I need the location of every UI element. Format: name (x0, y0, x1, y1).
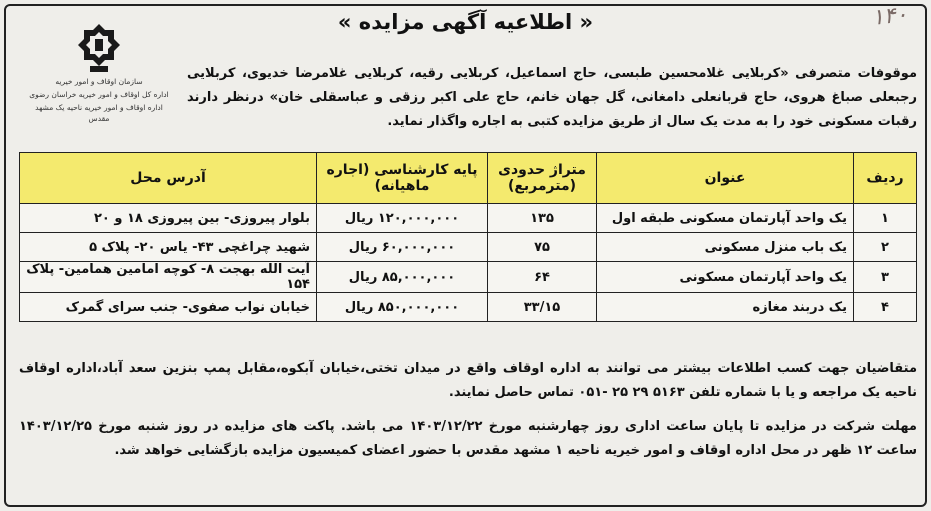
header-index: ردیف (854, 153, 917, 204)
footer-text (19, 357, 917, 463)
org-name-line2: اداره کل اوقاف و امور خیریه خراسان رضوی (29, 90, 169, 99)
row-address: خیابان نواب صفوی- جنب سرای گمرک (20, 293, 317, 322)
row-title: یک واحد آپارتمان مسکونی (597, 262, 854, 293)
row-area: ۳۳/۱۵ (488, 293, 597, 322)
row-index: ۲ (854, 233, 917, 262)
organization-logo (24, 22, 174, 132)
table-row (20, 204, 917, 233)
row-title: یک باب منزل مسکونی (597, 233, 854, 262)
table-header-row (20, 153, 917, 204)
table-row (20, 293, 917, 322)
row-index: ۴ (854, 293, 917, 322)
page-title: « اطلاعیه آگهی مزایده » (337, 10, 594, 34)
contact-paragraph: متقاضیان جهت کسب اطلاعات بیشتر می توانند به اداره اوقاف واقع در میدان تختی،خیابان آبکوه،مقابل پمپ بنزین سعد آباد،اداره اوقاف ناحیه یک مراجعه و یا با شماره تلفن ۵۱۶۳ ۲۹ ۲۵ -۰۵۱ تماس حاصل نمایند. (19, 361, 917, 400)
handwritten-note: ۱۴۰ (870, 2, 909, 31)
row-index: ۳ (854, 262, 917, 293)
row-index: ۱ (854, 204, 917, 233)
row-address: بلوار پیروزی- بین پیروزی ۱۸ و ۲۰ (20, 204, 317, 233)
row-title: یک دربند مغازه (597, 293, 854, 322)
header-address: آدرس محل (20, 153, 317, 204)
intro-paragraph: موقوفات متصرفی «کربلایی غلامحسین طبسی، حاج اسماعیل، کربلایی رقیه، کربلایی غلامرضا خدیوی، کربلایی رجبعلی صباغ هروی، حاج قربانعلی دامغانی، گل جهان خانم، حاج علی اکبر رزقی و عباسقلی خان» درنظر دارند رقبات مسکونی خود را به مدت یک سال از طریق مزایده کتبی به اجاره واگذار نماید. (187, 66, 917, 129)
deadline-paragraph: مهلت شرکت در مزایده تا پایان ساعت اداری روز چهارشنبه مورخ ۱۴۰۳/۱۲/۲۲ می باشد. پاکت های مزایده در روز شنبه مورخ ۱۴۰۳/۱۲/۲۵ ساعت ۱۲ ظهر در محل اداره اوقاف و امور خیریه ناحیه ۱ مشهد مقدس با حضور اعضای کمیسیون مزایده بازگشایی خواهد شد. (19, 419, 917, 458)
row-price: ۶۰,۰۰۰,۰۰۰ ریال (317, 233, 488, 262)
intro-text (187, 62, 917, 134)
row-address: آیت الله بهجت ۸- کوچه امامین همامین- پلاک ۱۵۴ (20, 262, 317, 293)
row-price: ۸۵,۰۰۰,۰۰۰ ریال (317, 262, 488, 293)
property-table (19, 152, 917, 322)
row-address: شهید چراغچی ۴۳- یاس ۲۰- پلاک ۵ (20, 233, 317, 262)
header-title: عنوان (597, 153, 854, 204)
row-area: ۶۴ (488, 262, 597, 293)
org-name-line3: اداره اوقاف و امور خیریه ناحیه یک مشهد مقدس (35, 103, 163, 123)
header-price: پایه کارشناسی (اجاره ماهیانه) (317, 153, 488, 204)
row-price: ۸۵۰,۰۰۰,۰۰۰ ریال (317, 293, 488, 322)
endowment-emblem-icon (76, 22, 122, 74)
row-title: یک واحد آپارتمان مسکونی طبقه اول (597, 204, 854, 233)
table-row (20, 262, 917, 293)
header-area: متراژ حدودی (مترمربع) (488, 153, 597, 204)
org-name-line1: سازمان اوقاف و امور خیریه (55, 77, 143, 86)
row-area: ۱۳۵ (488, 204, 597, 233)
row-area: ۷۵ (488, 233, 597, 262)
table-row (20, 233, 917, 262)
row-price: ۱۲۰,۰۰۰,۰۰۰ ریال (317, 204, 488, 233)
